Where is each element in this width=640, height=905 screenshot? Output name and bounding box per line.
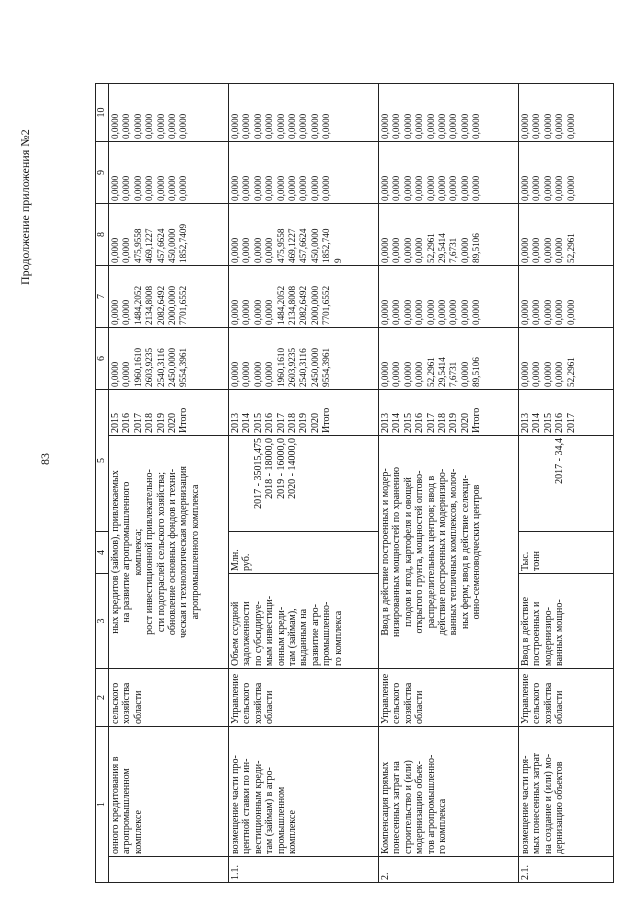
header-cell: 5 xyxy=(96,390,109,532)
page-number: 83 xyxy=(38,453,52,465)
indicator: Ввод в действие построенных и модер- низированных мощностей по хранению плодов и ягод, картофеля и овощей открытого грунта, мощностей оптово- распределительных центров; ввод в действие построенных и модернизиро- ванных тепличных комплексов, молоч- ных ферм; ввод в действие селекци- онно-семеноводческих центров xyxy=(379,436,519,669)
header-cell: 6 xyxy=(96,328,109,390)
executor: Управление сельского хозяйства области xyxy=(519,669,614,727)
table-row xyxy=(519,84,614,883)
years: 2015 2016 2017 2018 2019 2020 Итого xyxy=(109,390,229,436)
years: 2013 2014 2015 2016 2017 2018 2019 2020 Итого xyxy=(229,390,379,436)
header-cell: 3 xyxy=(96,574,109,669)
col-9-values: 0,0000 0,0000 0,0000 0,0000 0,0000 0,0000 0,0000 xyxy=(109,142,229,204)
col-9-values: 0,0000 0,0000 0,0000 0,0000 0,0000 xyxy=(519,142,614,204)
header-cell: 2 xyxy=(96,669,109,727)
row-number: 2.1. xyxy=(519,857,614,883)
indicator: Объем ссудной задолженности по субсидируе- мым инвестици- онным креди- там (займам), выданным на развитие агро- промышленно- го комплекса xyxy=(229,574,379,669)
header-row xyxy=(96,84,109,883)
measure-name: Компенсация прямых понесенных затрат на строительство и (или) модернизацию объек- тов агропромышленно- го комплекса xyxy=(379,727,519,857)
col-8-values: 0,0000 0,0000 0,0000 0,0000 475,9558 469,1227 457,6624 450,0000 1852,740 9 xyxy=(229,204,379,266)
executor: Управление сельского хозяйства области xyxy=(229,669,379,727)
measure-name: онного кредитования в агропромышленном комплексе xyxy=(109,727,229,857)
header-cell: 10 xyxy=(96,84,109,142)
executor: сельского хозяйства области xyxy=(109,669,229,727)
col-9-values: 0,0000 0,0000 0,0000 0,0000 0,0000 0,0000 0,0000 0,0000 0,0000 xyxy=(379,142,519,204)
col-10-values: 0,0000 0,0000 0,0000 0,0000 0,0000 0,0000 0,0000 0,0000 0,0000 xyxy=(229,84,379,142)
years: 2013 2014 2015 2016 2017 2018 2019 2020 Итого xyxy=(379,390,519,436)
header-cell: 1 xyxy=(96,727,109,883)
table-row xyxy=(379,84,519,883)
target-values: 2017 - 34,4 xyxy=(519,436,614,532)
col-7-values: 0,0000 0,0000 1484,2052 2134,8008 2082,6492 2000,0000 7701,6552 xyxy=(109,266,229,328)
years: 2013 2014 2015 2016 2017 xyxy=(519,390,614,436)
table-row xyxy=(229,84,379,883)
row-number: 2. xyxy=(379,857,519,883)
col-8-values: 0,0000 0,0000 0,0000 0,0000 52,2961 xyxy=(519,204,614,266)
col-10-values: 0,0000 0,0000 0,0000 0,0000 0,0000 0,0000 0,0000 0,0000 0,0000 xyxy=(379,84,519,142)
col-7-values: 0,0000 0,0000 0,0000 0,0000 1484,2052 2134,8008 2082,6492 2000,0000 7701,6552 xyxy=(229,266,379,328)
indicator: Ввод в действие построенных и модернизиро- ванных мощно- xyxy=(519,574,614,669)
row-number xyxy=(109,857,229,883)
page-caption: Продолжение приложения №2 xyxy=(18,129,32,285)
col-6-values: 0,0000 0,0000 1960,1610 2603,9235 2540,3116 2450,0000 9554,3961 xyxy=(109,328,229,390)
col-8-values: 0,0000 0,0000 0,0000 0,0000 52,2961 29,5414 7,6731 0,0000 89,5106 xyxy=(379,204,519,266)
measure-name: возмещение части про- центной ставки по ин- вестиционным креди- там (займам) в агро- промышленном комплексе xyxy=(229,727,379,857)
col-6-values: 0,0000 0,0000 0,0000 0,0000 52,2961 29,5414 7,6731 0,0000 89,5106 xyxy=(379,328,519,390)
unit: Тыс. тонн xyxy=(519,532,614,574)
indicator: ных кредитов (займов), привлекаемых на развитие агропромышленного комплекса; рост инвестиционной привлекательно- сти подотраслей сельского хозяйства; обновление основных фондов и техни- ческая и технологическая модернизация агропромышленного комплекса xyxy=(109,436,229,669)
table-row xyxy=(109,84,229,883)
data-table xyxy=(95,83,614,883)
col-10-values: 0,0000 0,0000 0,0000 0,0000 0,0000 0,0000 0,0000 xyxy=(109,84,229,142)
col-8-values: 0,0000 0,0000 475,9558 469,1227 457,6624 450,0000 1852,7409 xyxy=(109,204,229,266)
col-6-values: 0,0000 0,0000 0,0000 0,0000 52,2961 xyxy=(519,328,614,390)
executor: Управление сельского хозяйства области xyxy=(379,669,519,727)
col-6-values: 0,0000 0,0000 0,0000 0,0000 1960,1610 2603,9235 2540,3116 2450,0000 9554,3961 xyxy=(229,328,379,390)
col-7-values: 0,0000 0,0000 0,0000 0,0000 0,0000 xyxy=(519,266,614,328)
header-cell: 8 xyxy=(96,204,109,266)
col-7-values: 0,0000 0,0000 0,0000 0,0000 0,0000 0,0000 0,0000 0,0000 0,0000 xyxy=(379,266,519,328)
header-cell: 4 xyxy=(96,532,109,574)
unit: Млн. руб. xyxy=(229,532,379,574)
measure-name: возмещение части пря- мых понесенных затрат на создание и (или) мо- дернизацию объектов xyxy=(519,727,614,857)
header-cell: 9 xyxy=(96,142,109,204)
col-10-values: 0,0000 0,0000 0,0000 0,0000 0,0000 xyxy=(519,84,614,142)
col-9-values: 0,0000 0,0000 0,0000 0,0000 0,0000 0,0000 0,0000 0,0000 0,0000 xyxy=(229,142,379,204)
row-number: 1.1. xyxy=(229,857,379,883)
header-cell: 7 xyxy=(96,266,109,328)
target-values: 2017 - 35015,475 2018 - 18000,0 2019 - 16000,0 2020 - 14000,0 xyxy=(229,436,379,532)
